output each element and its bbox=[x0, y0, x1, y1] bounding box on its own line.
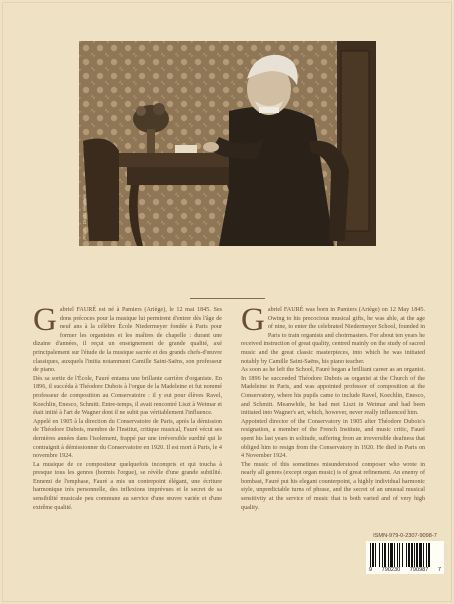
barcode-bar bbox=[388, 543, 389, 567]
barcode-bar bbox=[414, 543, 415, 567]
barcode-bar bbox=[416, 543, 418, 567]
barcode-bar bbox=[390, 543, 393, 567]
barcode bbox=[366, 541, 444, 574]
barcode-bar bbox=[394, 543, 395, 567]
barcode-bar bbox=[397, 543, 398, 567]
english-paragraph: As soon as he left the School, Fauré began a brilliant career as an organist. In 1896 he succeeded Théodore Dubois as organist at the Church of the Madeleine in Paris, and was appointed professor of composition at the Conservatory, where his pupils came to include Ravel, Koechlin, Enesco, and Schmitt. Meanwhile, he had met Liszt in Weimar and had been initiated into Wagner's art, which, however, never really influenced him. bbox=[241, 367, 425, 417]
barcode-bar bbox=[379, 543, 380, 567]
barcode-bar bbox=[423, 543, 424, 567]
barcode-digit-group: 7 bbox=[437, 567, 441, 573]
english-paragraph: Appointed director of the Conservatory in 1905 after Théodore Dubois's resignation, a member of the French Institute, and music critic, Fauré spent his last years in solitude, suffering from an irreversible deafness that obliged him to resign from the Conservatory in 1920. He died in Paris on 4 November 1924. bbox=[241, 418, 425, 460]
french-paragraph: Dès sa sortie de l'École, Fauré entama une brillante carrière d'organiste. En 1896, il succéda à Théodore Dubois à l'orgue de la Madeleine et fut nommé professeur de composition au Conservatoire : il y eut pour élèves Ravel, Koechlin, Enesco, Schmitt. Entre-temps, il avait rencontré Liszt à Weimar et était initié à l'art de Wagner dont il ne subit pas véritablement l'influence. bbox=[33, 375, 222, 417]
barcode-bar bbox=[411, 543, 413, 567]
french-biography bbox=[33, 302, 222, 512]
barcode-bar bbox=[428, 543, 430, 567]
barcode-digit-group: 9 bbox=[369, 567, 373, 573]
barcode-bar bbox=[408, 543, 410, 567]
barcode-bar bbox=[406, 543, 407, 567]
section-divider bbox=[190, 298, 265, 299]
barcode-digit-group: 790230 bbox=[381, 567, 401, 573]
barcode-bar bbox=[372, 543, 374, 567]
barcode-bar bbox=[384, 543, 386, 567]
barcode-bar bbox=[402, 543, 403, 567]
english-biography bbox=[241, 302, 425, 512]
isbn-block bbox=[366, 533, 444, 574]
english-dropcap: G bbox=[241, 302, 265, 338]
barcode-bar bbox=[382, 543, 383, 567]
english-paragraph bbox=[241, 302, 425, 366]
barcode-bar bbox=[426, 543, 427, 567]
english-paragraph: The music of this sometimes misunderstood composer who wrote in nearly all genres (except organ music) is of great refinement. An enemy of bombast, Fauré put his elegant counterpoint, a highly individual harmonic style, unpredictable turns of phrase, and the secret of an unusual musical sensitivity at the service of music that is both varied and of very high quality. bbox=[241, 461, 425, 511]
isbn-label: ISMN-979-0-2307-9098-7 bbox=[373, 533, 437, 539]
french-dropcap: G bbox=[33, 302, 57, 338]
french-paragraph: La musique de ce compositeur quelquefois incompris et qui toucha à presque tous les genres (hormis l'orgue), se révèle d'une grande subtilité. Ennemi de l'emphase, Fauré a mis un contrepoint élégant, une écriture harmonique très personnelle, des inflexions imprévues et le secret de sa sensibilité musicale peu commune au service d'une œuvre variée et d'une extrême qualité. bbox=[33, 461, 222, 511]
barcode-digits bbox=[368, 567, 442, 573]
barcode-bar bbox=[375, 543, 376, 567]
english-paragraph-text: abriel FAURÉ was born in Pamiers (Ariège) on 12 May 1845. Owing to his precocious musical gifts, he was able, at the age of nine, to enter the celebrated Niedermeyer School, founded in Paris to train organists and choirmasters. For about ten years he received instruction of great quality, centred mainly on the study of sacred music and the great classic masterpieces, into which he was initiated notably by Camille Saint-Saëns, his piano teacher. bbox=[241, 307, 425, 365]
barcode-bars bbox=[368, 543, 442, 567]
barcode-bar bbox=[419, 543, 422, 567]
barcode-bar bbox=[370, 543, 371, 567]
french-paragraph bbox=[33, 302, 222, 375]
french-paragraph-text: abriel FAURÉ est né à Pamiers (Ariège), le 12 mai 1845. Ses dons précoces pour la musique lui permirent d'entrer dès l'âge de neuf ans à la célèbre École Niedermeyer fondée à Paris pour former les organistes et les maîtres de chapelle : durant une dizaine d'années, il reçut un enseignement de grande qualité, axé principalement sur l'étude de la musique sacrée et des grands chefs-d'œuvre classiques, auxquels l'initia notamment Camille Saint-Saëns, son professeur de piano. bbox=[33, 307, 222, 374]
photo-illustration bbox=[79, 41, 376, 246]
composer-photo bbox=[79, 41, 376, 246]
photo-credit: Photo : Droits réservés bbox=[82, 194, 87, 240]
french-paragraph: Appelé en 1905 à la direction du Conservatoire de Paris, après la démission de Théodore Dubois, membre de l'Institut, critique musical, Fauré vécut ses dernières années dans l'isolement, frappé par une irréversible surdité qui le contraignit à démissionner du Conservatoire en 1920. Il est mort à Paris, le 4 novembre 1924. bbox=[33, 418, 222, 460]
barcode-digit-group: 790987 bbox=[409, 567, 429, 573]
barcode-bar bbox=[399, 543, 400, 567]
